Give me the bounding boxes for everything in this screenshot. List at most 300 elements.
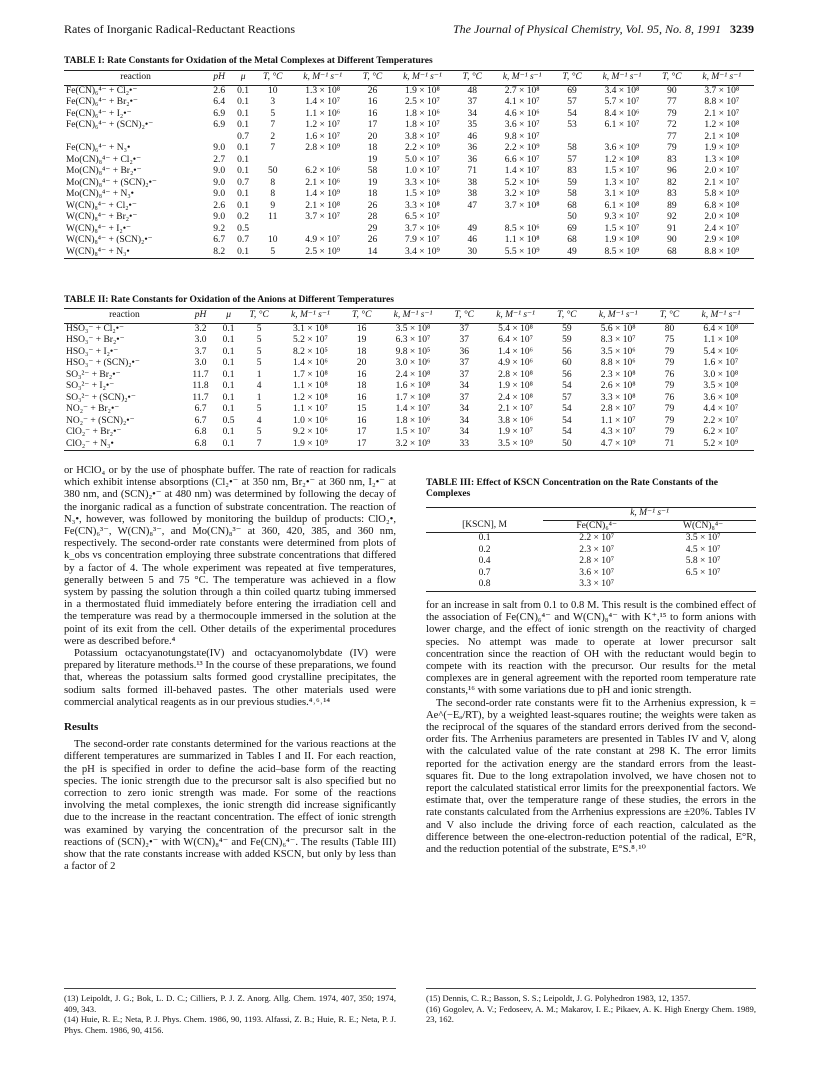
table-cell: 2.6	[213, 85, 226, 96]
table-cell: 8.8 × 10⁷	[704, 97, 740, 107]
table3-col-kscn: [KSCN], M	[426, 520, 543, 533]
table-cell: 5.4 × 10⁶	[703, 346, 739, 357]
table1-header-cell: T, °C	[554, 71, 589, 86]
table-cell: 8.5 × 10⁹	[590, 247, 654, 259]
table-cell: 0.1	[222, 335, 235, 345]
table-cell: 56	[562, 369, 572, 380]
table-cell: 3.4 × 10⁸	[604, 85, 640, 96]
table-cell: 0.1	[237, 189, 250, 199]
table-cell: 92	[667, 212, 677, 222]
table-cell: 6.1 × 10⁸	[604, 200, 640, 211]
table-cell	[490, 212, 554, 224]
table-cell: 3.5 × 10⁹	[482, 439, 548, 451]
table-row	[64, 109, 754, 121]
reaction-cell: SO₃²⁻ + (SCN)₂•⁻	[66, 392, 136, 403]
table-cell: 1.9 × 10⁸	[604, 235, 640, 245]
table-cell: 68	[567, 200, 577, 211]
table2-header-cell: k, M⁻¹ s⁻¹	[585, 309, 651, 324]
table-cell: 79	[664, 381, 675, 391]
table-cell: 54	[562, 415, 572, 426]
table-cell: 17	[343, 439, 379, 451]
table2-header-cell: T, °C	[651, 309, 687, 324]
table-cell: 36	[467, 143, 478, 153]
table-cell: 4.7 × 10⁹	[585, 439, 651, 451]
table-cell: 49	[554, 247, 589, 259]
table-cell: 0.1	[237, 108, 250, 119]
table-cell: 69	[567, 223, 577, 234]
footnote-rule	[426, 988, 756, 989]
table-cell: 1.4 × 10⁷	[395, 404, 431, 414]
table-cell: 0.1	[222, 323, 235, 334]
table-cell: 3.6 × 10⁷	[579, 567, 615, 578]
table-cell: 1	[256, 369, 262, 380]
footnotes-left	[64, 993, 396, 1035]
table-cell: 0.1	[237, 154, 250, 165]
table-cell: 3.2	[194, 323, 207, 334]
table3-col-fe: Fe(CN)₆⁴⁻	[543, 520, 650, 533]
table-cell: 1.1 × 10⁷	[292, 404, 328, 414]
table1-header-row	[64, 71, 754, 86]
table1-header-cell: k, M⁻¹ s⁻¹	[690, 71, 754, 86]
footnote: (15) Dennis, C. R.; Basson, S. S.; Leipoldt, J. G. Polyhedron 1983, 12, 1357.	[426, 993, 691, 1003]
table-cell: 18	[367, 143, 378, 153]
reaction-cell: HSO₃⁻ + Br₂•⁻	[66, 335, 125, 345]
table-row	[64, 85, 754, 97]
table-cell: 0.1	[222, 392, 235, 403]
table-cell: 7.9 × 10⁷	[405, 235, 440, 245]
table-cell: 1.2 × 10⁸	[704, 120, 740, 130]
table-row	[64, 404, 754, 416]
table-cell: 3.7 × 10⁶	[405, 223, 440, 234]
table-cell: 2.3 × 10⁸	[600, 369, 636, 380]
table-cell: 6.4 × 10⁸	[703, 323, 739, 334]
table-row	[64, 393, 754, 405]
table-cell: 1.2 × 10⁸	[292, 392, 328, 403]
table-row	[426, 579, 756, 591]
table-cell: 6.8	[185, 439, 216, 451]
table-cell: 0.8	[426, 579, 543, 591]
table-cell: 34	[459, 404, 470, 414]
table2-header-cell: pH	[185, 309, 216, 324]
table-cell: 5	[256, 335, 262, 345]
table-cell: 79	[667, 108, 677, 119]
table-cell: 2.5 × 10⁷	[405, 97, 440, 107]
table-cell: 8	[270, 177, 276, 188]
table-cell: 0.7	[478, 567, 491, 578]
table-cell: 1.6 × 10⁷	[703, 358, 739, 368]
table-cell: 1.8 × 10⁶	[395, 415, 431, 426]
table2-caption: TABLE II: Rate Constants for Oxidation of the Anions at Different Temperatures	[64, 295, 394, 305]
table-cell: 5	[256, 427, 262, 437]
table3-group-header: k, M⁻¹ s⁻¹	[543, 508, 756, 521]
table-cell: 3.5 × 10⁷	[685, 533, 721, 543]
table2-header-cell: k, M⁻¹ s⁻¹	[688, 309, 754, 324]
table-cell: 5.5 × 10⁹	[490, 247, 554, 259]
table-cell: 7	[270, 143, 276, 153]
table-cell	[650, 579, 756, 591]
table-cell: 16	[367, 108, 378, 119]
table-cell: 3.3 × 10⁷	[543, 579, 650, 591]
table-cell	[554, 132, 589, 144]
table1-header-cell: T, °C	[455, 71, 490, 86]
table-cell: 5.2 × 10⁷	[292, 335, 328, 345]
table-row	[64, 189, 754, 201]
table-cell: 7	[270, 120, 276, 130]
table1-header-cell: T, °C	[255, 71, 290, 86]
table-cell: 26	[367, 200, 378, 211]
table-cell: 5.7 × 10⁷	[604, 97, 640, 107]
table-cell: 16	[356, 415, 367, 426]
reaction-cell: Mo(CN)₈⁴⁻ + (SCN)₂•⁻	[66, 177, 157, 188]
table-row	[426, 556, 756, 568]
reaction-cell: W(CN)₈⁴⁻ + (SCN)₂•⁻	[66, 235, 153, 245]
table-cell: 37	[459, 358, 470, 368]
table-cell: 2.6 × 10⁸	[600, 381, 636, 391]
paragraph: or HClO₄ or by the use of phosphate buffer. The rate of reaction for radicals which exhibit intense absorptions (Cl₂•⁻ at 350 nm, Br₂•⁻ at 360 nm, I₂•⁻ at 380 nm, and (SCN)₂•⁻ at 480 nm) was determined by following the decay of the inorganic radical as a function of substrate concentration. The reaction of N₃•, however, was followed by monitoring the buildup of products: ClO₂•, Fe(CN)₆³⁻, W(CN)₈³⁻, and Mo(CN)₈³⁻ at 360, 420, 385, and 360 nm, respectively. The second-order rate constants were determined from plots of k_obs vs concentration employing three substrate concentrations that differed by a factor of 4. The whole experiment was repeated at five temperatures, generally between 5 and 75 °C. The temperature was achieved in a flow system by passing the solution through a thin coiled quartz tubing immersed in a thermostated fluid immediately before entering the irradiation cell and the temperature was read by a thermocouple immersed in the solution at the point of its exit from the cell. Other details of the experimental procedures were as described before.⁴	[64, 465, 396, 647]
table-row	[64, 370, 754, 382]
table-cell: 5	[270, 108, 276, 119]
table-row	[64, 439, 754, 451]
table-cell: 4	[256, 415, 262, 426]
table-cell: 1.5 × 10⁷	[604, 223, 640, 234]
table-cell: 6.2 × 10⁶	[305, 166, 341, 176]
table-cell: 89	[667, 200, 677, 211]
table-cell: 4.3 × 10⁷	[600, 427, 636, 437]
table-cell: 2.6	[213, 200, 226, 211]
table-cell: 3.3 × 10⁶	[405, 177, 440, 188]
table-cell: 9.2	[213, 223, 226, 234]
table-cell: 15	[356, 404, 367, 414]
table-cell: 9.0	[213, 189, 226, 199]
table-cell: 4.4 × 10⁷	[703, 404, 739, 414]
paragraph: The second-order rate constants were fit to the Arrhenius expression, k = Ae^(−Eₐ/RT), by a weighted least-squares routine; the weights were taken as the reciprocal of the squares of the standard errors derived from the second-order fits. The Arrhenius parameters are presented in Tables IV and V, along with the calculated value of the rate constant at 298 K. The error limits reported for the activation energy are the standard errors from the least-squares fit. Due to the long extrapolation involved, we have chosen not to report the calculated statistical error limits for the preexponential factors. We estimate that, over the temperature range of these studies, the errors in the rate constants calculated from the Arrhenius expressions are ±20%. Tables IV and V also include the driving force of each reaction, calculated as the difference between the one-electron-reduction potential of the radical, E°R, and the reduction potential of the substrate, E°S.⁸˒¹⁰	[426, 697, 756, 856]
reaction-cell: HSO₃⁻ + (SCN)₂•⁻	[66, 358, 140, 368]
table-cell: 8.2	[207, 247, 231, 259]
table-cell: 83	[667, 154, 677, 165]
footnote: (16) Gogolev, A. V.; Fedoseev, A. M.; Makarov, I. E.; Pikaev, A. K. High Energy Chem. 1989, 23, 162.	[426, 1003, 756, 1024]
table-cell: 8.3 × 10⁷	[600, 335, 636, 345]
paragraph: Potassium octacyanotungstate(IV) and octacyanomolybdate (IV) were prepared by literature methods.¹³ In the course of these preparations, we found that, whereas the potassium salts formed good crystalline precipitates, the sodium salts formed ill-behaved pastes. The other materials used were commercial analytical reagents as in our previous studies.⁴˒⁶˒¹⁴	[64, 648, 396, 708]
table-row	[426, 533, 756, 545]
table-row	[64, 335, 754, 347]
table-cell: 8.8 × 10⁹	[690, 247, 754, 259]
table-cell: 1.8 × 10⁷	[405, 120, 440, 130]
table-cell: 26	[367, 235, 378, 245]
table-cell: 3.6 × 10⁷	[504, 120, 540, 130]
right-column	[426, 600, 756, 856]
table-cell: 79	[664, 427, 675, 437]
table-cell: 4.9 × 10⁷	[305, 235, 341, 245]
table-cell: 16	[356, 392, 367, 403]
table-cell: 36	[467, 154, 478, 165]
table-cell: 83	[567, 166, 577, 176]
table-cell: 77	[667, 131, 677, 142]
table-cell	[290, 224, 354, 236]
reaction-cell: W(CN)₈⁴⁻ + N₃•	[64, 247, 207, 259]
table-cell: 1.4 × 10⁷	[305, 97, 341, 107]
table-cell: 1.4 × 10⁹	[305, 189, 341, 199]
table2-header-cell: T, °C	[343, 309, 379, 324]
table-cell: 34	[467, 108, 478, 119]
table-cell: 9.8 × 10⁷	[504, 131, 540, 142]
table-cell: 6.4	[213, 97, 226, 107]
table-cell: 71	[651, 439, 687, 451]
table2-header-cell: reaction	[64, 309, 185, 324]
table-cell: 1.2 × 10⁸	[604, 154, 640, 165]
table-cell: 4	[256, 381, 262, 391]
table-cell: 57	[562, 392, 572, 403]
reaction-cell: Mo(CN)₈⁴⁻ + N₃•	[66, 189, 134, 199]
table-cell: 54	[567, 108, 577, 119]
table-cell: 2.1 × 10⁷	[704, 177, 740, 188]
table-cell: 2.2 × 10⁷	[703, 415, 739, 426]
table-cell: 2.4 × 10⁷	[704, 223, 740, 234]
page-number: 3239	[730, 22, 754, 36]
table-cell: 3.0 × 10⁶	[395, 358, 431, 368]
table-cell: 50	[549, 439, 585, 451]
table-cell: 28	[367, 212, 378, 222]
table-cell: 1.6 × 10⁸	[395, 381, 431, 391]
table-cell: 0.1	[222, 346, 235, 357]
reaction-cell: NO₂⁻ + (SCN)₂•⁻	[66, 415, 135, 426]
table-cell: 54	[562, 404, 572, 414]
reaction-cell: NO₂⁻ + Br₂•⁻	[66, 404, 120, 414]
table-cell: 0.7	[237, 235, 250, 245]
table-cell: 5.0 × 10⁷	[405, 154, 440, 165]
table-row	[64, 347, 754, 359]
table-cell: 1.5 × 10⁷	[604, 166, 640, 176]
reaction-cell	[64, 132, 207, 144]
table-cell: 0.1	[222, 358, 235, 368]
table-cell: 3	[270, 97, 276, 107]
table-cell: 1.0 × 10⁶	[292, 415, 328, 426]
table-cell: 1.0 × 10⁷	[405, 166, 440, 176]
table-cell: 0.5	[237, 223, 250, 234]
table-cell: 3.1 × 10⁹	[604, 189, 640, 199]
table-cell: 6.7	[194, 404, 207, 414]
table-cell: 1.1 × 10⁸	[292, 381, 328, 391]
table-row	[64, 120, 754, 132]
table-cell: 6.6 × 10⁷	[504, 154, 540, 165]
table2-header-cell: T, °C	[446, 309, 482, 324]
table-cell: 8.2 × 10⁵	[292, 346, 328, 357]
table1-header-cell: reaction	[64, 71, 207, 86]
table-cell: 6.5 × 10⁷	[685, 567, 721, 578]
table-cell: 5.4 × 10⁸	[498, 323, 533, 334]
table-row	[64, 201, 754, 213]
table-cell: 2.1 × 10⁸	[305, 200, 341, 211]
table-cell: 9.2 × 10⁶	[292, 427, 328, 437]
table-cell: 1.3 × 10⁷	[604, 177, 640, 188]
running-title: Rates of Inorganic Radical-Reductant Reactions	[64, 22, 296, 36]
table-cell: 8.4 × 10⁶	[604, 108, 640, 119]
table-cell: 3.8 × 10⁷	[405, 131, 440, 142]
table-cell: 5.8 × 10⁷	[685, 556, 721, 566]
table-cell: 9.0	[213, 212, 226, 222]
table-cell: 38	[467, 177, 478, 188]
table-cell: 6.7	[213, 235, 226, 245]
table-cell	[290, 155, 354, 167]
table-cell: 0.1	[237, 200, 250, 211]
reaction-cell: Fe(CN)₆⁴⁻ + N₃•	[66, 143, 131, 153]
table-cell: 10	[268, 235, 278, 245]
table-cell: 3.5 × 10⁶	[600, 346, 636, 357]
table-cell: 2.8 × 10⁸	[498, 369, 533, 380]
table-cell: 3.0 × 10⁸	[703, 369, 739, 380]
table-row	[64, 97, 754, 109]
table-cell: 1.9 × 10⁸	[405, 85, 440, 96]
table-cell: 20	[367, 131, 378, 142]
table1-header-cell: k, M⁻¹ s⁻¹	[490, 71, 554, 86]
table-cell: 60	[562, 358, 572, 368]
table-cell: 3.8 × 10⁶	[498, 415, 533, 426]
journal-citation	[453, 22, 754, 37]
table-cell: 46	[467, 131, 478, 142]
table-cell: 6.7	[194, 415, 207, 426]
table-cell: 79	[667, 143, 677, 153]
reaction-cell: ClO₂⁻ + N₃•	[64, 439, 185, 451]
table-row	[64, 235, 754, 247]
table-cell	[455, 212, 490, 224]
table-cell: 18	[356, 381, 367, 391]
table-cell: 2.0 × 10⁸	[704, 212, 740, 222]
table-cell: 0.1	[237, 143, 250, 153]
table-cell: 1.9 × 10⁷	[498, 427, 533, 437]
table-cell: 8.5 × 10⁶	[504, 223, 540, 234]
table-cell: 58	[567, 143, 577, 153]
table-cell: 72	[667, 120, 677, 130]
table-cell: 0.1	[237, 120, 250, 130]
table-cell: 2.8 × 10⁷	[579, 556, 615, 566]
table-cell: 37	[459, 323, 470, 334]
table-cell: 3.0	[194, 335, 207, 345]
table1-header-cell: T, °C	[355, 71, 390, 86]
table-cell: 1.7 × 10⁸	[395, 392, 431, 403]
table-cell: 76	[664, 369, 675, 380]
table-cell: 35	[467, 120, 478, 130]
table-cell: 46	[467, 235, 478, 245]
table-cell	[207, 132, 231, 144]
table-cell: 11	[268, 212, 278, 222]
table-cell: 0.1	[222, 369, 235, 380]
table-cell: 2.2 × 10⁷	[579, 533, 615, 543]
table-cell: 2.8 × 10⁹	[305, 143, 341, 153]
table-cell: 6.2 × 10⁷	[703, 427, 739, 437]
table2-header-cell: T, °C	[549, 309, 585, 324]
table-cell: 0.2	[237, 212, 250, 222]
table-cell: 11.8	[192, 381, 209, 391]
table-cell: 54	[562, 427, 572, 437]
table-cell: 29	[367, 223, 378, 234]
table-cell: 19	[356, 335, 367, 345]
table-cell: 5.6 × 10⁸	[600, 323, 636, 334]
table-row	[64, 224, 754, 236]
table-cell: 0.1	[237, 97, 250, 107]
table-row	[64, 212, 754, 224]
table-cell: 3.1 × 10⁸	[292, 323, 328, 334]
table-cell: 0.1	[216, 439, 241, 451]
table-cell: 82	[667, 177, 677, 188]
table-row	[64, 323, 754, 335]
table-row	[426, 568, 756, 580]
table-cell: 0.5	[222, 415, 235, 426]
reaction-cell: ClO₂⁻ + Br₂•⁻	[66, 427, 122, 437]
table-cell: 59	[562, 335, 572, 345]
table-cell: 48	[467, 85, 478, 96]
table-cell: 6.8 × 10⁸	[704, 200, 740, 211]
table-cell: 58	[567, 189, 577, 199]
reaction-cell: SO₃²⁻ + I₂•⁻	[66, 381, 115, 391]
table-cell: 2	[270, 131, 276, 142]
table-cell: 2.8 × 10⁷	[600, 404, 636, 414]
footnotes-right	[426, 993, 756, 1025]
table-cell: 26	[367, 85, 378, 96]
table-cell: 6.4 × 10⁷	[498, 335, 533, 345]
table-cell: 1.7 × 10⁸	[292, 369, 328, 380]
table-cell: 5	[256, 323, 262, 334]
table-cell: 16	[356, 369, 367, 380]
table-cell: 17	[367, 120, 378, 130]
table-cell: 3.4 × 10⁹	[390, 247, 454, 259]
table-cell: 10	[268, 85, 278, 96]
table-row	[64, 358, 754, 370]
table-cell: 6.9	[213, 120, 226, 130]
table2-header-cell: T, °C	[241, 309, 277, 324]
table-cell: 56	[562, 346, 572, 357]
table-cell: 16	[356, 323, 367, 334]
reaction-cell: W(CN)₈⁴⁻ + Br₂•⁻	[66, 212, 138, 222]
table-cell: 1.3 × 10⁸	[704, 154, 740, 165]
table-cell: 1.1 × 10⁷	[600, 415, 636, 426]
table-cell: 5	[256, 358, 262, 368]
reaction-cell: HSO₃⁻ + I₂•⁻	[66, 346, 119, 357]
table-cell: 3.7 × 10⁸	[704, 85, 740, 96]
table-cell: 68	[567, 235, 577, 245]
table-cell: 9	[270, 200, 276, 211]
table-cell: 2.7 × 10⁸	[504, 85, 540, 96]
table-cell: 47	[467, 200, 478, 211]
table-cell: 11.7	[192, 392, 209, 403]
table2-header-cell: k, M⁻¹ s⁻¹	[277, 309, 343, 324]
table2-header-cell: μ	[216, 309, 241, 324]
table-cell: 9.0	[213, 166, 226, 176]
table-cell: 0.4	[478, 556, 491, 566]
table2-header-cell: k, M⁻¹ s⁻¹	[380, 309, 446, 324]
table-cell: 5.8 × 10⁹	[704, 189, 740, 199]
table-cell: 1.9 × 10⁹	[704, 143, 740, 153]
table-cell: 69	[567, 85, 577, 96]
table-cell: 37	[467, 97, 478, 107]
table2-header-row	[64, 309, 754, 324]
table-cell: 90	[667, 85, 677, 96]
table-cell: 96	[667, 166, 677, 176]
table-row	[426, 545, 756, 557]
reaction-cell: W(CN)₈⁴⁻ + I₂•⁻	[66, 223, 132, 234]
table-cell: 79	[664, 404, 675, 414]
reaction-cell: Fe(CN)₆⁴⁻ + I₂•⁻	[66, 108, 132, 119]
table-cell: 0.7	[237, 177, 250, 188]
footnote: (13) Leipoldt, J. G.; Bok, L. D. C.; Cilliers, P. J. Z. Anorg. Allg. Chem. 1974, 407, 350; 1974, 409, 343.	[64, 993, 396, 1014]
table-cell: 83	[667, 189, 677, 199]
table-cell: 3.6 × 10⁹	[604, 143, 640, 153]
table-cell: 34	[459, 415, 470, 426]
table-cell: 2.2 × 10⁹	[504, 143, 540, 153]
table-cell: 0.2	[478, 544, 491, 555]
table-row	[64, 132, 754, 144]
table-row	[64, 166, 754, 178]
table-cell: 68	[654, 247, 689, 259]
table-cell: 6.8	[194, 427, 207, 437]
